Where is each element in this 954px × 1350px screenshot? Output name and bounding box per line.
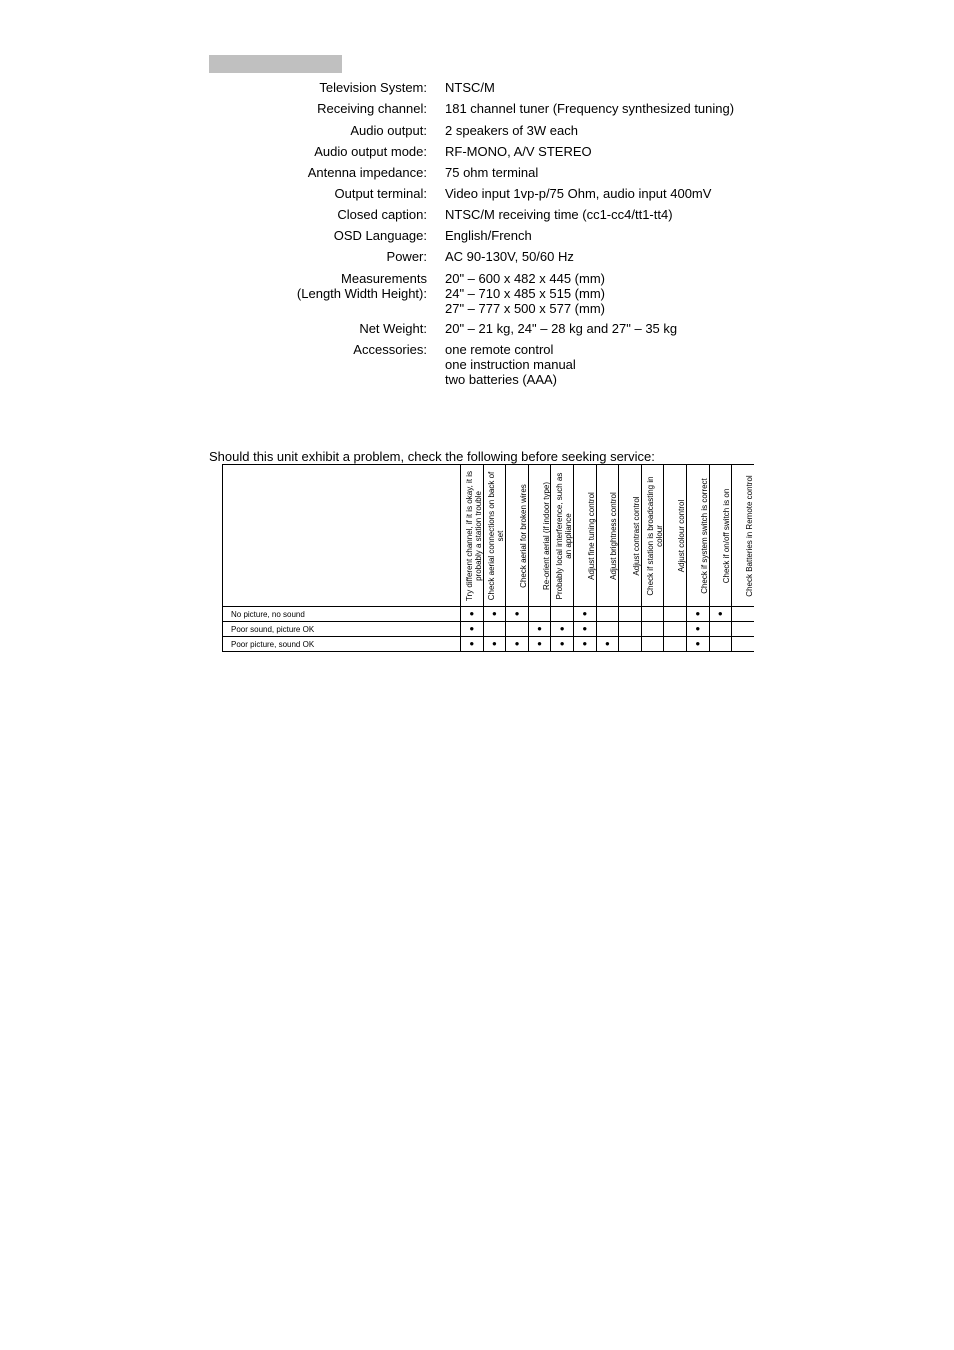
spec-value-line: two batteries (AAA) [445,372,557,387]
empty-cell [732,622,754,637]
empty-cell [732,637,754,652]
troubleshooting-intro: Should this unit exhibit a problem, check the following before seeking service: [209,449,655,464]
column-header-label: Adjust colour control [677,499,687,573]
column-header-label: Check Batteries in Remote control [744,475,754,597]
check-dot: ● [686,607,709,622]
check-dot: ● [686,637,709,652]
spec-label [337,207,427,222]
spec-label-line: Net Weight: [359,321,427,336]
check-dot: ● [573,607,596,622]
column-header [573,465,596,607]
check-dot: ● [686,622,709,637]
empty-cell [506,622,529,637]
spec-label [387,249,427,264]
spec-label [319,80,427,95]
spec-value-line: 2 speakers of 3W each [445,123,578,138]
table-row [223,607,755,622]
check-dot: ● [506,607,529,622]
spec-label-line: OSD Language: [333,228,427,243]
spec-label-line: Audio output: [350,123,427,138]
check-dot: ● [461,622,484,637]
troubleshooting-table [222,464,754,652]
spec-label [359,321,427,336]
spec-value [445,228,532,243]
row-label: Poor sound, picture OK [223,622,461,637]
spec-value-line: one instruction manual [445,357,576,372]
spec-label-line: Accessories: [353,342,427,357]
spec-value-line: English/French [445,228,532,243]
spec-value-line: NTSC/M receiving time (cc1-cc4/tt1-tt4) [445,207,673,222]
column-header-label: Check aerial for broken wires [518,484,528,588]
empty-cell [664,637,687,652]
column-header [551,465,574,607]
column-header-label: Check if on/off switch is on [722,488,732,584]
spec-label-line: Audio output mode: [314,144,427,159]
check-dot: ● [506,637,529,652]
column-header [619,465,642,607]
empty-cell [551,607,574,622]
check-dot: ● [551,637,574,652]
spec-value-line: AC 90-130V, 50/60 Hz [445,249,574,264]
spec-value-line: Video input 1vp-p/75 Ohm, audio input 400mV [445,186,712,201]
column-header-label: Adjust fine tuning control [586,492,596,580]
spec-label-line: Closed caption: [337,207,427,222]
column-header [483,465,506,607]
spec-label [350,123,427,138]
spec-value [445,342,576,387]
column-header-label: Try different channel, if it is okay, it is probably a station trouble [464,470,483,602]
check-dot: ● [483,637,506,652]
spec-value [445,165,538,180]
spec-value [445,321,677,336]
column-header-label: Adjust brightness control [609,492,619,580]
spec-value [445,123,578,138]
empty-cell [641,607,664,622]
empty-cell [619,622,642,637]
column-header-label: Check if system switch is correct [699,478,709,594]
spec-label-line: Power: [386,249,427,264]
check-dot: ● [573,637,596,652]
spec-label [308,165,427,180]
spec-label [317,101,427,116]
check-dot: ● [596,637,619,652]
check-dot: ● [528,622,551,637]
empty-cell [528,607,551,622]
empty-cell [596,622,619,637]
section-heading-bar [209,55,342,73]
column-header [461,465,484,607]
spec-value-line: 75 ohm terminal [445,165,539,180]
check-dot: ● [461,607,484,622]
spec-value [445,186,711,201]
column-header [709,465,732,607]
check-dot: ● [573,622,596,637]
table-corner-cell [223,465,461,607]
spec-value [445,207,673,222]
empty-cell [619,607,642,622]
empty-cell [641,637,664,652]
spec-value-line: 27" – 777 x 500 x 577 (mm) [445,301,605,316]
spec-value [445,144,592,159]
spec-label-line: (Length Width Height): [296,286,427,301]
column-header [528,465,551,607]
spec-value [445,249,574,264]
table-row [223,622,755,637]
column-header [686,465,709,607]
spec-label [353,342,427,357]
troubleshooting-table-wrap [222,464,754,654]
column-header [732,465,754,607]
spec-value-line: 20" – 600 x 482 x 445 (mm) [445,271,605,286]
check-dot: ● [528,637,551,652]
empty-cell [641,622,664,637]
check-dot: ● [551,622,574,637]
spec-label-line: Television System: [319,80,427,95]
column-header-label: Probably local interference, such as an appliance [555,472,574,600]
spec-label [314,144,427,159]
empty-cell [596,607,619,622]
spec-value-line: RF-MONO, A/V STEREO [445,144,592,159]
spec-value [445,80,495,95]
column-header [641,465,664,607]
column-header-label: Check if station is broadcasting in colour [645,476,664,596]
check-dot: ● [709,607,732,622]
column-header-label: Adjust contrast control [631,496,641,576]
spec-value [445,271,605,316]
empty-cell [483,622,506,637]
spec-value-line: NTSC/M [445,80,495,95]
spec-label-line: Antenna impedance: [307,165,427,180]
column-header [664,465,687,607]
table-row [223,637,755,652]
empty-cell [664,622,687,637]
row-label: Poor picture, sound OK [223,637,461,652]
empty-cell [709,622,732,637]
column-header-label: Check aerial connections on back of set [487,471,506,601]
empty-cell [664,607,687,622]
spec-value-line: 20" – 21 kg, 24" – 28 kg and 27" – 35 kg [445,321,678,336]
spec-label [335,186,428,201]
empty-cell [709,637,732,652]
check-dot: ● [483,607,506,622]
spec-label [297,271,427,301]
row-label: No picture, no sound [223,607,461,622]
spec-label-line: Receiving channel: [317,101,427,116]
spec-label-line: Measurements [341,271,427,286]
column-header-label: Re-orient aerial (if indoor type) [541,481,551,591]
empty-cell [732,607,754,622]
check-dot: ● [461,637,484,652]
spec-value-line: one remote control [445,342,554,357]
table-header-row [223,465,755,607]
spec-value-line: 181 channel tuner (Frequency synthesized tuning) [445,101,735,116]
spec-value-line: 24" – 710 x 485 x 515 (mm) [445,286,605,301]
spec-label [334,228,427,243]
spec-value [445,101,734,116]
empty-cell [619,637,642,652]
column-header [596,465,619,607]
column-header [506,465,529,607]
spec-label-line: Output terminal: [334,186,427,201]
